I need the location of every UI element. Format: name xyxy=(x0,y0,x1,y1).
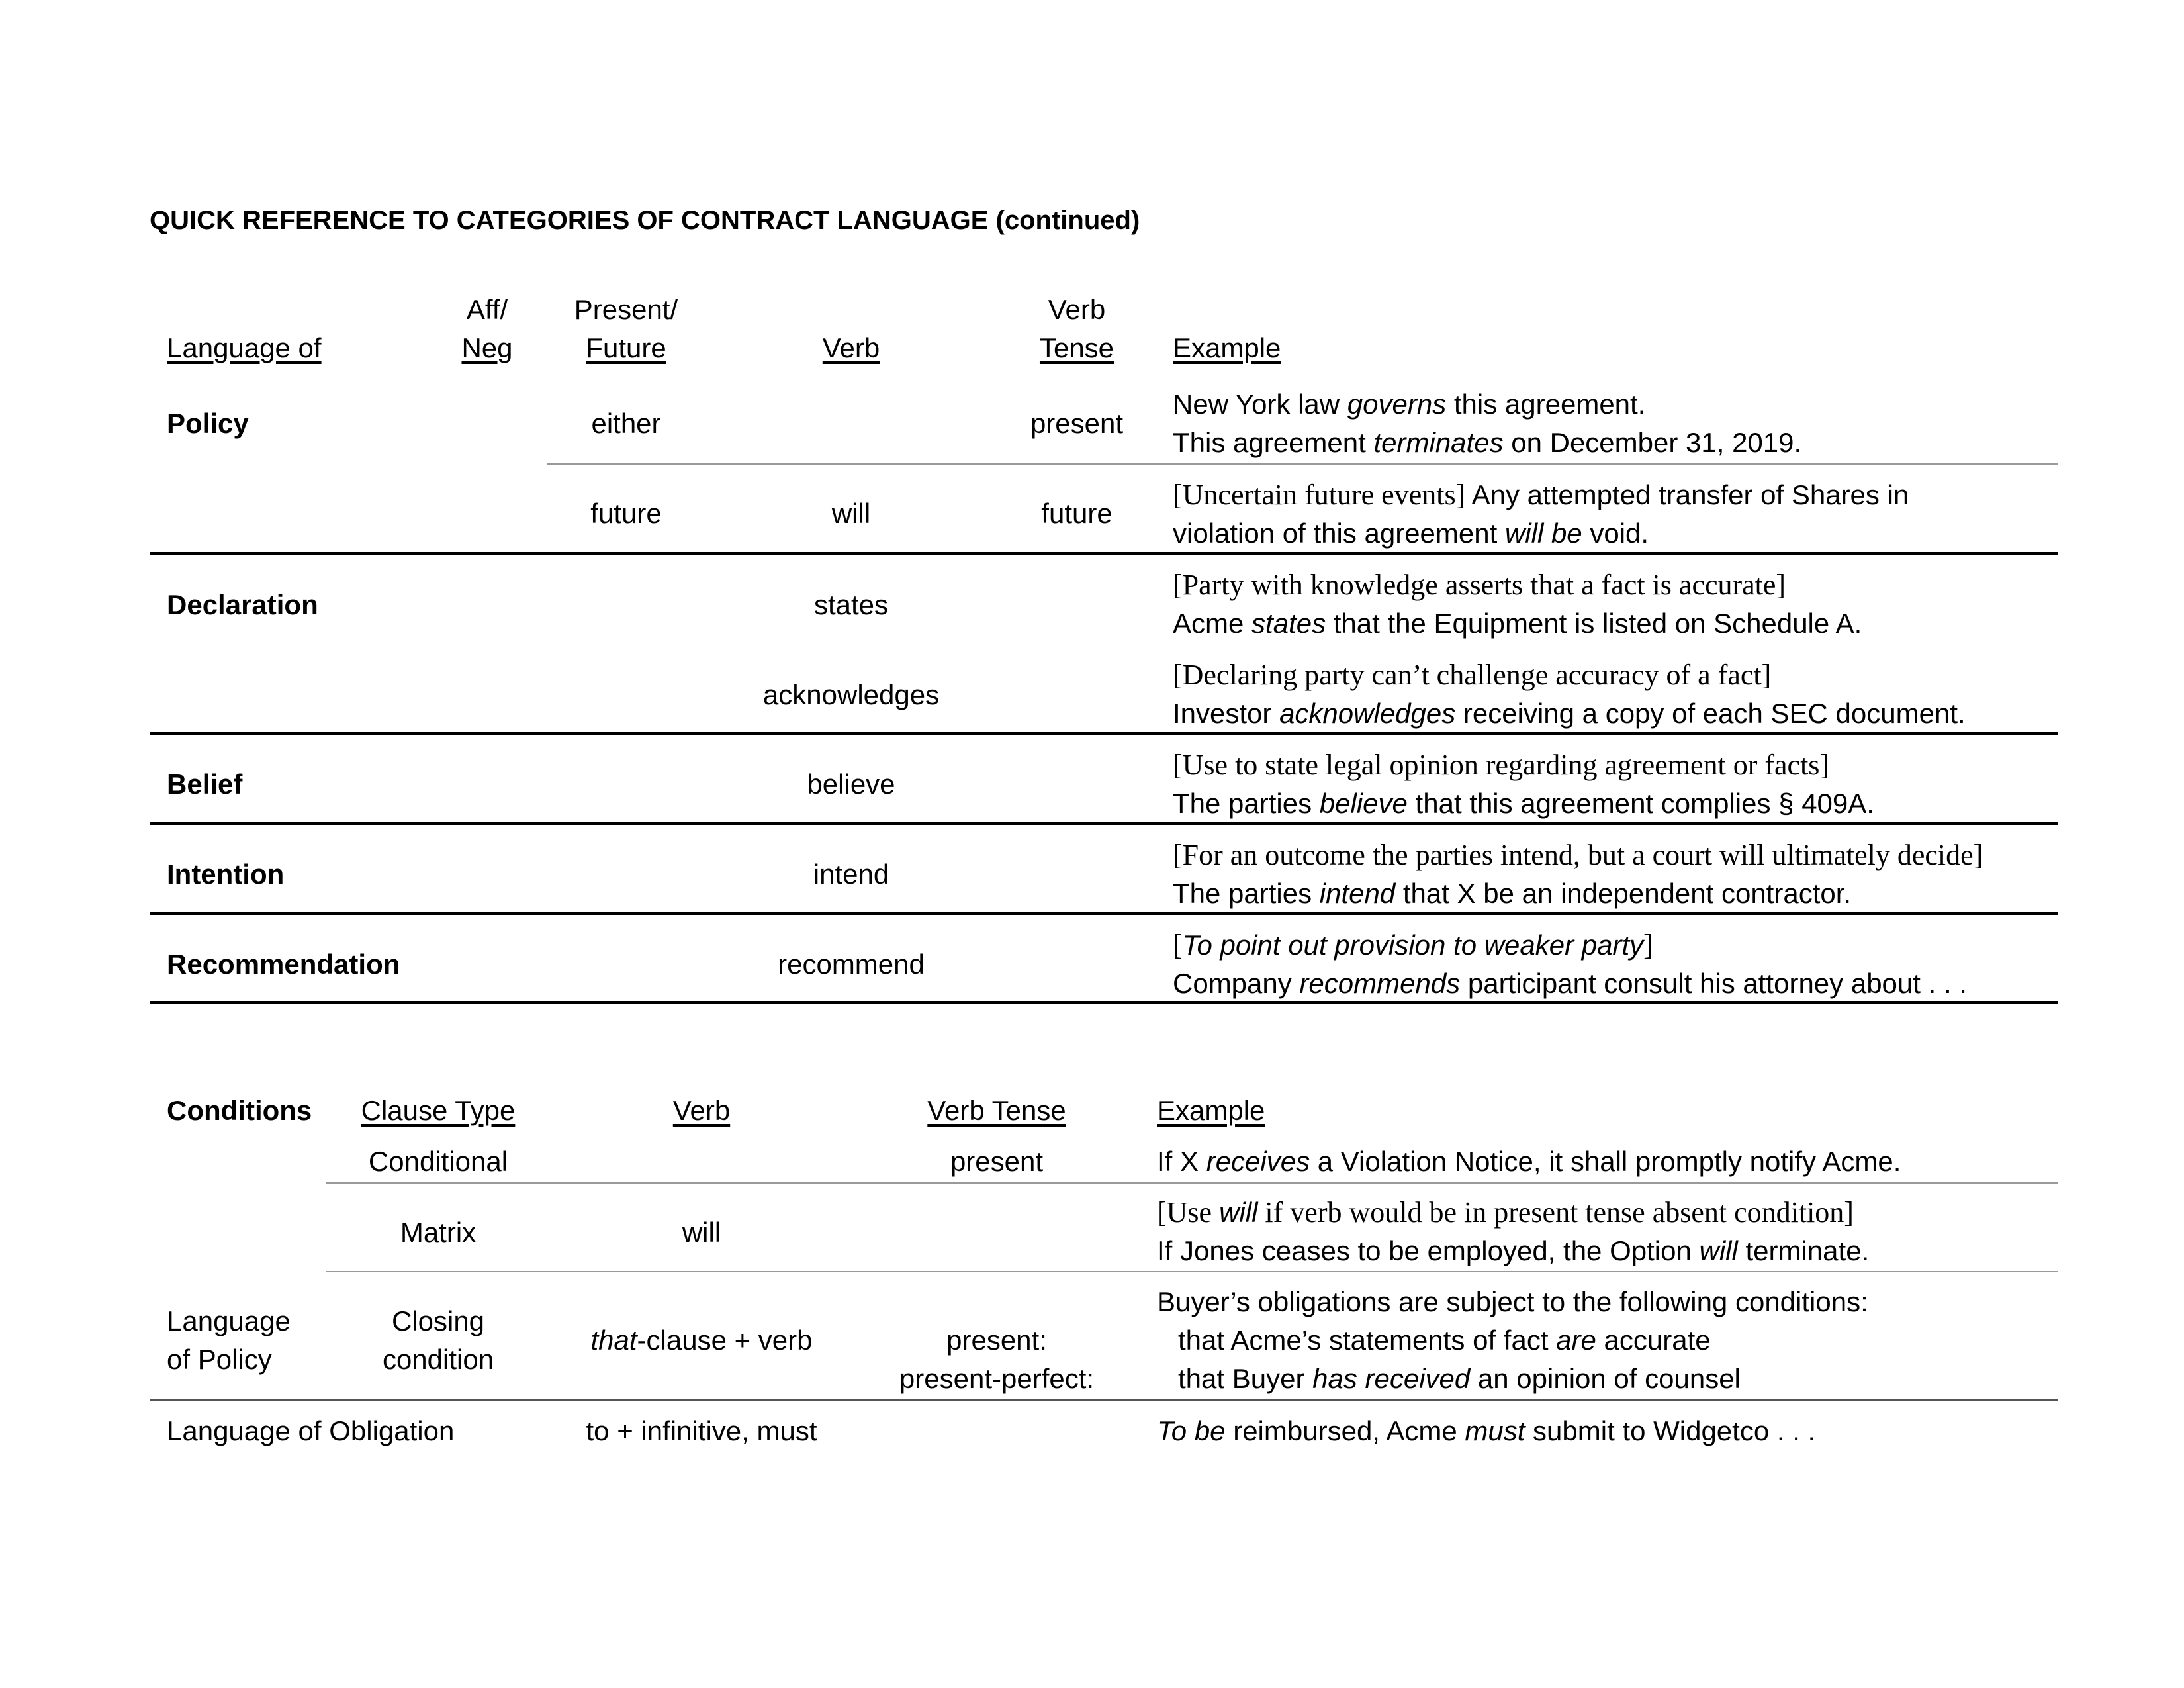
conditions-label: Conditions xyxy=(167,1095,312,1126)
policy-row1-tense: present xyxy=(1030,408,1124,439)
matrix-closing-divider xyxy=(326,1271,2058,1272)
conditional-matrix-divider xyxy=(326,1182,2058,1184)
header-example-2: Example xyxy=(1157,1095,1265,1126)
policy-row-divider xyxy=(547,463,2058,465)
declaration-row1-example-line2: Acme states that the Equipment is listed on Schedule A. xyxy=(1173,608,1862,639)
policy-row2-example-line1: [Uncertain future events] Any attempted transfer of Shares in xyxy=(1173,479,1909,511)
closing-verb: that-clause + verb xyxy=(590,1325,813,1356)
policy-row1-present-future: either xyxy=(591,408,661,439)
page-title: QUICK REFERENCE TO CATEGORIES OF CONTRACT LANGUAGE (continued) xyxy=(150,206,1140,235)
belief-example-note: [Use to state legal opinion regarding agreement or facts] xyxy=(1173,749,1830,781)
intention-example-note: [For an outcome the parties intend, but a court will ultimately decide] xyxy=(1173,839,1983,871)
divider-declaration-belief xyxy=(150,732,2058,735)
closing-tense-line1: present: xyxy=(946,1325,1047,1356)
header-present-future-line1: Present/ xyxy=(574,294,678,325)
closing-left-label-line2: of Policy xyxy=(167,1344,272,1375)
recommendation-label: Recommendation xyxy=(167,949,400,980)
declaration-row2-verb: acknowledges xyxy=(762,679,940,710)
declaration-row2-example-line2: Investor acknowledges receiving a copy of each SEC document. xyxy=(1173,698,1966,729)
belief-example-line2: The parties believe that this agreement complies § 409A. xyxy=(1173,788,1874,819)
obligation-label: Language of Obligation xyxy=(167,1415,455,1446)
declaration-row1-example-note: [Party with knowledge asserts that a fact is accurate] xyxy=(1173,569,1786,601)
divider-policy-declaration xyxy=(150,552,2058,555)
belief-verb: believe xyxy=(807,769,895,800)
closing-obligation-divider xyxy=(150,1399,2058,1401)
closing-tense-line2: present-perfect: xyxy=(899,1363,1095,1394)
header-verb-tense-line2: Tense xyxy=(1039,332,1115,363)
matrix-verb: will xyxy=(682,1217,721,1248)
header-example: Example xyxy=(1173,332,1281,363)
matrix-example-line2: If Jones ceases to be employed, the Option will terminate. xyxy=(1157,1235,1870,1266)
divider-belief-intention xyxy=(150,822,2058,825)
policy-label: Policy xyxy=(167,408,249,439)
closing-left-label-line1: Language xyxy=(167,1305,291,1336)
matrix-clause-type: Matrix xyxy=(400,1217,477,1248)
matrix-example-note: [Use will if verb would be in present tense absent condition] xyxy=(1157,1196,1854,1229)
recommendation-verb: recommend xyxy=(778,949,925,980)
header-aff-neg-line2: Neg xyxy=(461,332,513,363)
table1-bottom-rule xyxy=(150,1001,2058,1004)
conditional-example: If X receives a Violation Notice, it shall promptly notify Acme. xyxy=(1157,1146,1901,1177)
header-aff-neg-line1: Aff/ xyxy=(466,294,508,325)
policy-row1-example-line2: This agreement terminates on December 31, 2019. xyxy=(1173,427,1802,458)
conditional-clause-type: Conditional xyxy=(368,1146,508,1177)
closing-clause-type-line2: condition xyxy=(382,1344,494,1375)
declaration-row1-verb: states xyxy=(813,589,889,620)
obligation-verb: to + infinitive, must xyxy=(586,1415,817,1446)
policy-row2-tense: future xyxy=(1041,498,1113,529)
policy-row1-example-line1: New York law governs this agreement. xyxy=(1173,389,1646,420)
header-verb: Verb xyxy=(822,332,880,363)
header-language-of: Language of xyxy=(167,332,322,363)
recommendation-example-line2: Company recommends participant consult his attorney about . . . xyxy=(1173,968,1967,999)
declaration-label: Declaration xyxy=(167,589,318,620)
intention-label: Intention xyxy=(167,859,285,890)
header-verb-2: Verb xyxy=(672,1095,731,1126)
belief-label: Belief xyxy=(167,769,243,800)
intention-verb: intend xyxy=(813,859,889,890)
intention-example-line2: The parties intend that X be an independent contractor. xyxy=(1173,878,1852,909)
closing-example-line2: that Acme’s statements of fact are accurate xyxy=(1178,1325,1711,1356)
header-clause-type: Clause Type xyxy=(361,1095,516,1126)
header-present-future-line2: Future xyxy=(586,332,666,363)
closing-example-line3: that Buyer has received an opinion of counsel xyxy=(1178,1363,1741,1394)
header-verb-tense-line1: Verb xyxy=(1048,294,1106,325)
closing-example-line1: Buyer’s obligations are subject to the following conditions: xyxy=(1157,1286,1868,1317)
declaration-row2-example-note: [Declaring party can’t challenge accuracy of a fact] xyxy=(1173,659,1772,691)
header-verb-tense-2: Verb Tense xyxy=(927,1095,1066,1126)
divider-intention-recommendation xyxy=(150,912,2058,915)
recommendation-example-note: [To point out provision to weaker party] xyxy=(1173,929,1653,961)
conditional-tense: present xyxy=(950,1146,1044,1177)
policy-row2-present-future: future xyxy=(590,498,662,529)
policy-row2-example-line2: violation of this agreement will be void. xyxy=(1173,518,1649,549)
policy-row2-verb: will xyxy=(831,498,871,529)
closing-clause-type-line1: Closing xyxy=(391,1305,485,1336)
obligation-example: To be reimbursed, Acme must submit to Widgetco . . . xyxy=(1157,1415,1816,1446)
